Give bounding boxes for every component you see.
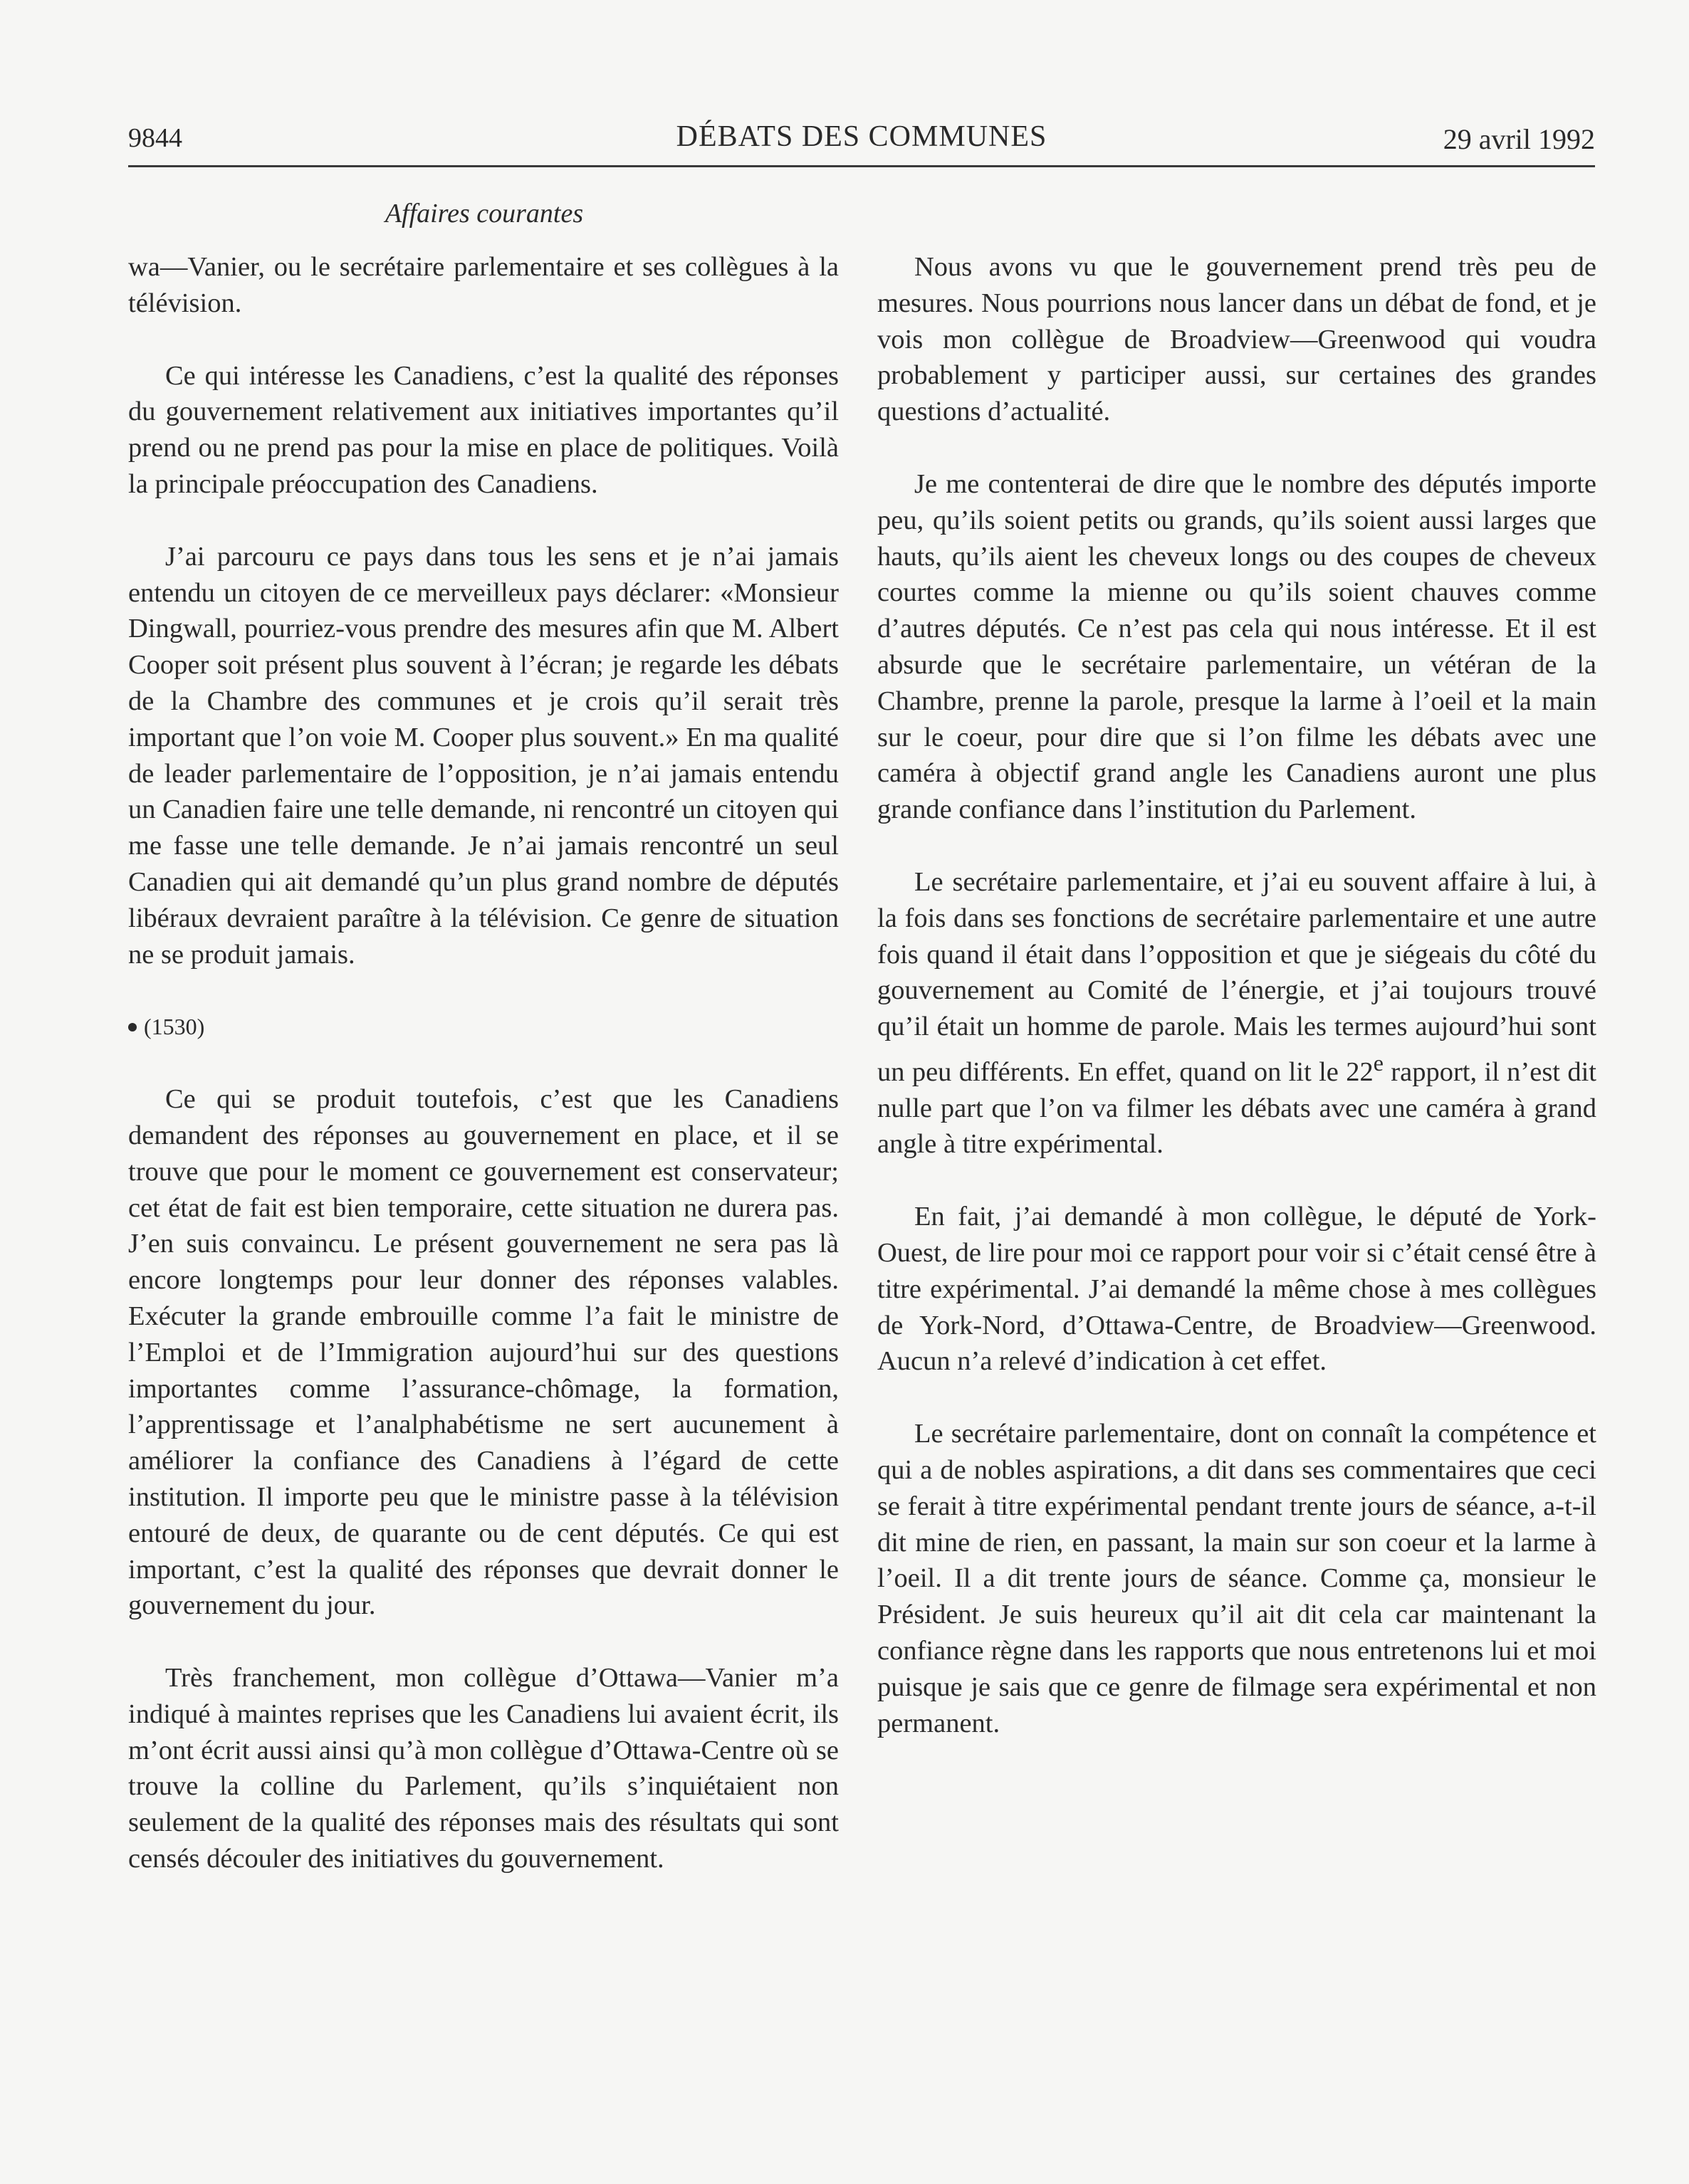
paragraph: Nous avons vu que le gouvernement prend très peu de mesures. Nous pourrions nous lancer dans un débat de fond, et je vois mon collègue de Broadview—Greenwood qui voudra probablement y participer aussi, sur certaines des grandes questions d’actualité. <box>877 252 1596 427</box>
right-column <box>877 249 1596 1778</box>
left-column <box>128 249 839 1913</box>
paragraph-text: Le secrétaire parlementaire, et j’ai eu souvent affaire à lui, à la fois dans ses fonctions de secrétaire parlementaire et une autre fois quand il était dans l’opposition et que je siégeais du côté du gouvernement au Comité de l’énergie, et j’ai toujours trouvé qu’il était un homme de parole. Mais les termes aujourd’hui sont un peu différents. En effet, quand on lit le 22 <box>877 866 1596 1087</box>
paragraph: Très franchement, mon collègue d’Ottawa—Vanier m’a indiqué à maintes reprises que les Canadiens lui avaient écrit, ils m’ont écrit aussi ainsi qu’à mon collègue d’Ottawa-Centre où se trouve la colline du Parlement, qu’ils s’inquiétaient non seulement de la qualité des réponses mais des résultats qui sont censés découler des initiatives du gouvernement. <box>128 1663 839 1874</box>
page-header <box>128 120 1595 167</box>
publication-date: 29 avril 1992 <box>1443 123 1595 155</box>
ordinal-suffix: e <box>1373 1049 1384 1076</box>
paragraph: En fait, j’ai demandé à mon collègue, le député de York-Ouest, de lire pour moi ce rapport pour voir si c’était censé être à titre expérimental. J’ai demandé la même chose à mes collègues de York-Nord, d’Ottawa-Centre, de Broadview—Greenwood. Aucun n’a relevé d’indication à cet effet. <box>877 1202 1596 1377</box>
time-marker <box>128 1009 839 1045</box>
page-number: 9844 <box>128 123 182 153</box>
section-title: Affaires courantes <box>385 199 584 229</box>
paragraph <box>877 864 1596 1162</box>
time-marker-label: (1530) <box>144 1014 205 1040</box>
paragraph: wa—Vanier, ou le secrétaire parlementaire et ses collègues à la télévision. <box>128 252 839 318</box>
paragraph: Ce qui se produit toutefois, c’est que les Canadiens demandent des réponses au gouvernement en place, et il se trouve que pour le moment ce gouvernement est conservateur; cet état de fait est bien temporaire, cette situation ne durera pas. J’en suis convaincu. Le présent gouvernement ne sera pas là encore longtemps pour leur donner des réponses valables. Exécuter la grande embrouille comme l’a fait le ministre de l’Emploi et de l’Immigration aujourd’hui sur des questions importantes comme l’assurance-chômage, la formation, l’apprentissage et l’analphabétisme ne sert aucunement à améliorer la confiance des Canadiens à l’égard de cette institution. Il importe peu que le ministre passe à la télévision entouré de deux, de quarante ou de cent députés. Ce qui est important, c’est la qualité des réponses que devrait donner le gouvernement du jour. <box>128 1084 839 1621</box>
paragraph: J’ai parcouru ce pays dans tous les sens et je n’ai jamais entendu un citoyen de ce merveilleux pays déclarer: «Monsieur Dingwall, pourriez-vous prendre des mesures afin que M. Albert Cooper soit présent plus souvent à l’écran; je regarde les débats de la Chambre des communes et je crois qu’il serait très important que l’on voie M. Cooper plus souvent.» En ma qualité de leader parlementaire de l’opposition, je n’ai jamais entendu un Canadien faire une telle demande, ni rencontré un citoyen qui me fasse une telle demande. Je n’ai jamais rencontré un seul Canadien qui ait demandé qu’un plus grand nombre de députés libéraux devraient paraître à la télévision. Ce genre de situation ne se produit jamais. <box>128 541 839 970</box>
paragraph: Le secrétaire parlementaire, dont on connaît la compétence et qui a de nobles aspirations, a dit dans ses commentaires que ceci se ferait à titre expérimental pendant trente jours de séance, a-t-il dit mine de rien, en passant, la main sur son coeur et la larme à l’oeil. Il a dit trente jours de séance. Comme ça, monsieur le Président. Je suis heureux qu’il ait dit cela car maintenant la confiance règne dans les rapports que nous entretenons lui et moi puisque je sais que ce genre de filmage sera expérimental et non permanent. <box>877 1419 1596 1738</box>
publication-title: DÉBATS DES COMMUNES <box>676 120 1047 153</box>
paragraph-text: rapport, il n’est dit nulle part que l’on va filmer les débats avec une caméra à grand angle à titre expérimental. <box>877 1056 1596 1160</box>
bullet-icon <box>128 1023 137 1031</box>
paragraph: Je me contenterai de dire que le nombre des députés importe peu, qu’ils soient petits ou grands, qu’ils soient aussi larges que hauts, qu’ils aient les cheveux longs ou des coupes de cheveux courtes comme la mienne ou qu’ils soient chauves comme d’autres députés. Ce n’est pas cela qui nous intéresse. Et il est absurde que le secrétaire parlementaire, un vétéran de la Chambre, prenne la parole, presque la larme à l’oeil et la main sur le coeur, pour dire que si l’on filme les débats avec une caméra à objectif grand angle les Canadiens auront une plus grande confiance dans l’institution du Parlement. <box>877 468 1596 825</box>
paragraph: Ce qui intéresse les Canadiens, c’est la qualité des réponses du gouvernement relativement aux initiatives importantes qu’il prend ou ne prend pas pour la mise en place de politiques. Voilà la principale préoccupation des Canadiens. <box>128 360 839 499</box>
